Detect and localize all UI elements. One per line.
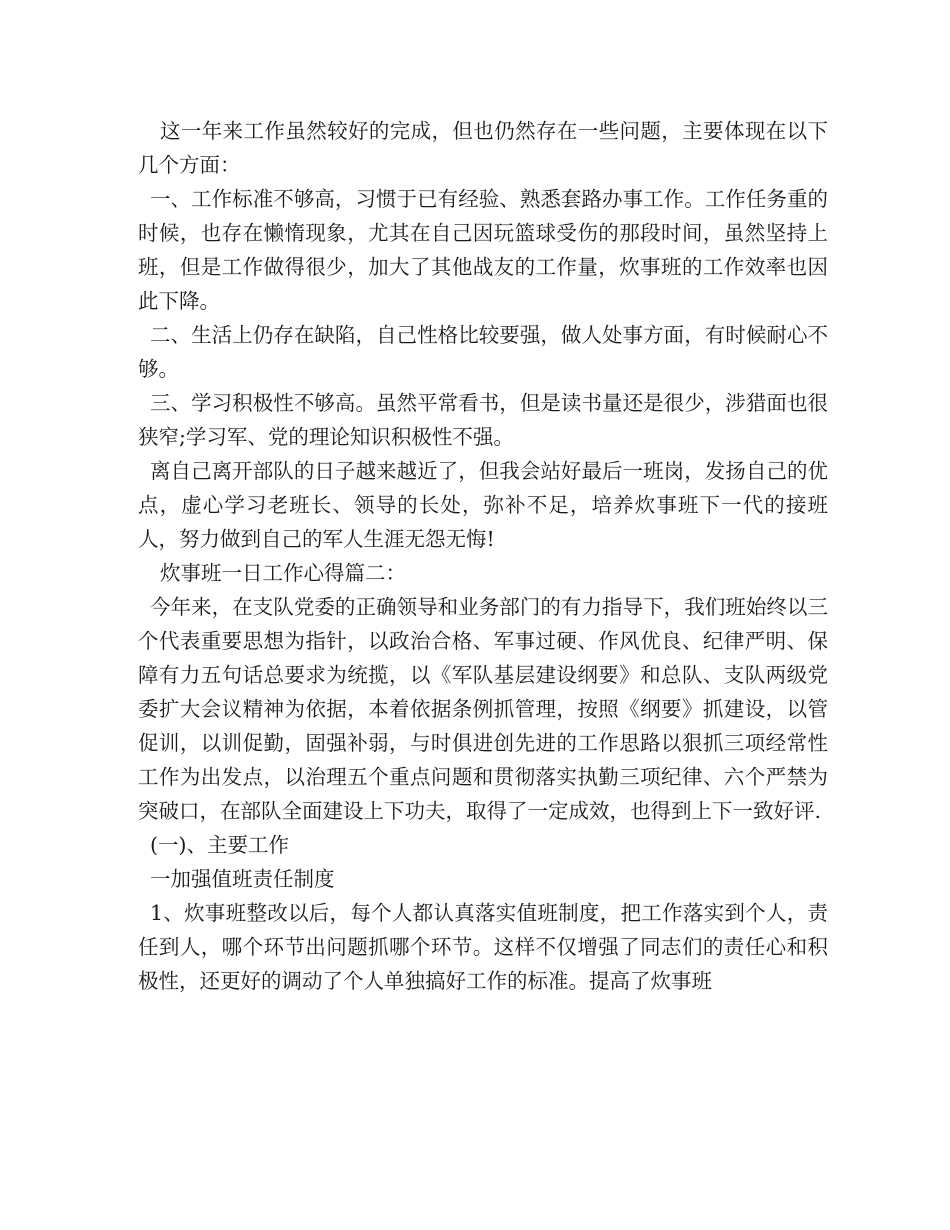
paragraph-issue-3: 三、学习积极性不够高。虽然平常看书，但是读书量还是很少，涉猎面也很狭窄;学习军、党的理论知识积极性不强。 <box>138 391 828 449</box>
document-page <box>138 114 828 998</box>
paragraph-issue-2: 二、生活上仍存在缺陷，自己性格比较要强，做人处事方面，有时候耐心不够。 <box>138 323 828 381</box>
paragraph-conclusion: 离自己离开部队的日子越来越近了，但我会站好最后一班岗，发扬自己的优点，虚心学习老班长、领导的长处，弥补不足，培养炊事班下一代的接班人，努力做到自己的军人生涯无怨无悔! <box>138 459 828 551</box>
section-heading-part-two: 炊事班一日工作心得篇二： <box>160 561 406 585</box>
paragraph-issue-1: 一、工作标准不够高，习惯于已有经验、熟悉套路办事工作。工作任务重的时候，也存在懒惰现象，尤其在自己因玩篮球受伤的那段时间，虽然坚持上班，但是工作做得很少，加大了其他战友的工作量，炊事班的工作效率也因此下降。 <box>138 187 828 313</box>
paragraph-item-1: 1、炊事班整改以后，每个人都认真落实值班制度，把工作落实到个人，责任到人，哪个环节出问题抓哪个环节。这样不仅增强了同志们的责任心和积极性，还更好的调动了个人单独搞好工作的标准。提高了炊事班 <box>138 901 828 993</box>
subheading-main-work: (一)、主要工作 <box>150 833 289 857</box>
paragraph-overview: 今年来，在支队党委的正确领导和业务部门的有力指导下，我们班始终以三个代表重要思想为指针，以政治合格、军事过硬、作风优良、纪律严明、保障有力五句话总要求为统揽，以《军队基层建设纲要》和总队、支队两级党委扩大会议精神为依据，本着依据条例抓管理，按照《纲要》抓建设，以管促训，以训促勤，固强补弱，与时俱进创先进的工作思路以狠抓三项经常性工作为出发点，以治理五个重点问题和贯彻落实执勤三项纪律、六个严禁为突破口，在部队全面建设上下功夫，取得了一定成效，也得到上下一致好评. <box>138 595 828 823</box>
subheading-duty-system: 一加强值班责任制度 <box>150 867 335 891</box>
paragraph-intro: 这一年来工作虽然较好的完成，但也仍然存在一些问题，主要体现在以下几个方面： <box>138 119 828 177</box>
